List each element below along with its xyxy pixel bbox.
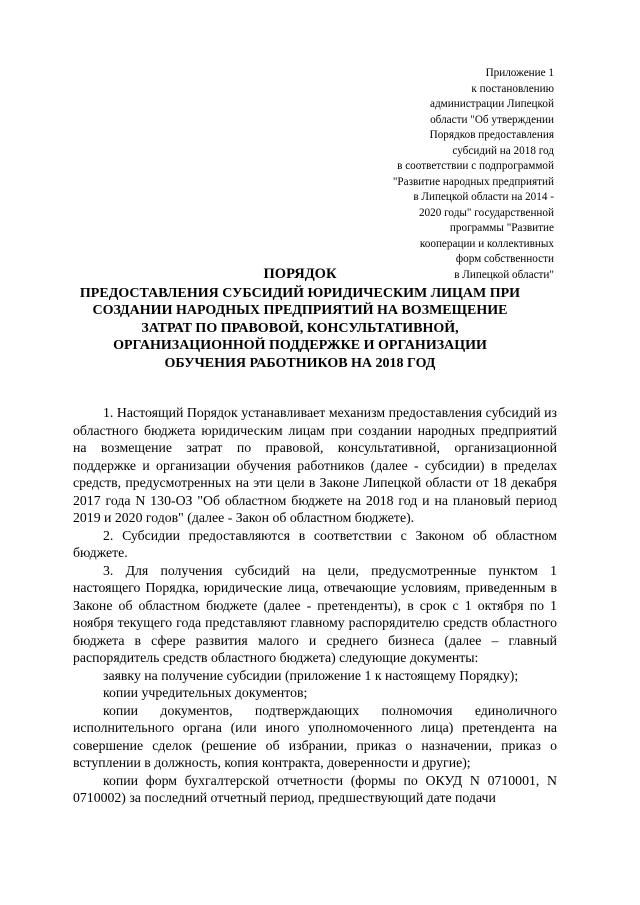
appendix-line: области "Об утверждении (430, 113, 554, 126)
list-item: копии документов, подтверждающих полномочия единоличного исполнительного органа (или иного уполномоченного лица) претендента на совершение сделок (решение об избрании, приказ о назначении, приказ о вступлении в должность, копия контракта, доверенности и другие); (73, 702, 557, 770)
document-body (73, 404, 557, 807)
title-line: СОЗДАНИИ НАРОДНЫХ ПРЕДПРИЯТИЙ НА ВОЗМЕЩЕНИЕ (92, 303, 508, 319)
appendix-line: кооперации и коллективных (419, 237, 554, 250)
title-line: ОБУЧЕНИЯ РАБОТНИКОВ НА 2018 ГОД (164, 355, 436, 371)
appendix-line: форм собственности (455, 253, 554, 265)
list-item: копии учредительных документов; (103, 685, 308, 700)
appendix-line: программы "Развитие (449, 222, 554, 234)
list-item: копии форм бухгалтерской отчетности (формы по ОКУД N 0710001, N 0710002) за последний отчетный период, предшествующий дате подачи (73, 772, 557, 805)
paragraph-2: 2. Субсидии предоставляются в соответствии с Законом об областном бюджете. (73, 527, 557, 560)
appendix-line: администрации Липецкой (430, 98, 554, 110)
title-line: ПРЕДОСТАВЛЕНИЯ СУБСИДИЙ ЮРИДИЧЕСКИМ ЛИЦАМ ПРИ (79, 285, 521, 301)
appendix-line: Приложение 1 (485, 67, 554, 79)
appendix-line: 2020 годы" государственной (418, 206, 554, 219)
paragraph-1: 1. Настоящий Порядок устанавливает механизм предоставления субсидий из областного бюджета юридическим лицам при создании народных предприятий на возмещение затрат по правовой, консультативной, организационной поддержке и организации обучения работников (далее - субсидии) в пределах средств, предусмотренных на эти цели в Законе Липецкой области от 18 декабря 2017 года N 130-ОЗ "Об областном бюджете на 2018 год и на плановый период 2019 и 2020 годов" (далее - Закон об областном бюджете). (73, 405, 557, 525)
appendix-line: "Развитие народных предприятий (392, 175, 554, 188)
appendix-line: к постановлению (471, 82, 554, 95)
appendix-line: в Липецкой области" (454, 268, 554, 281)
document-title (40, 266, 560, 373)
appendix-line: Порядков предоставления (429, 129, 554, 141)
title-line: ОРГАНИЗАЦИОННОЙ ПОДДЕРЖКЕ И ОРГАНИЗАЦИИ (113, 338, 487, 354)
list-item: заявку на получение субсидии (приложение 1 к настоящему Порядку); (103, 667, 519, 683)
title-main: ПОРЯДОК (263, 266, 337, 282)
appendix-line: субсидий на 2018 год (452, 144, 554, 157)
appendix-note (314, 66, 554, 283)
appendix-line: в Липецкой области на 2014 - (413, 191, 554, 203)
title-line: ЗАТРАТ ПО ПРАВОВОЙ, КОНСУЛЬТАТИВНОЙ, (141, 320, 459, 336)
paragraph-3: 3. Для получения субсидий на цели, предусмотренные пунктом 1 настоящего Порядка, юридические лица, отвечающие условиям, приведенным в Законе об областном бюджете (далее - претенденты), в срок с 1 октября по 1 ноября текущего года представляют главному распорядителю средств областного бюджета в сфере развития малого и среднего бизнеса (далее – главный распорядитель средств областного бюджета) следующие документы: (73, 562, 557, 665)
appendix-line: в соответствии с подпрограммой (397, 160, 554, 172)
